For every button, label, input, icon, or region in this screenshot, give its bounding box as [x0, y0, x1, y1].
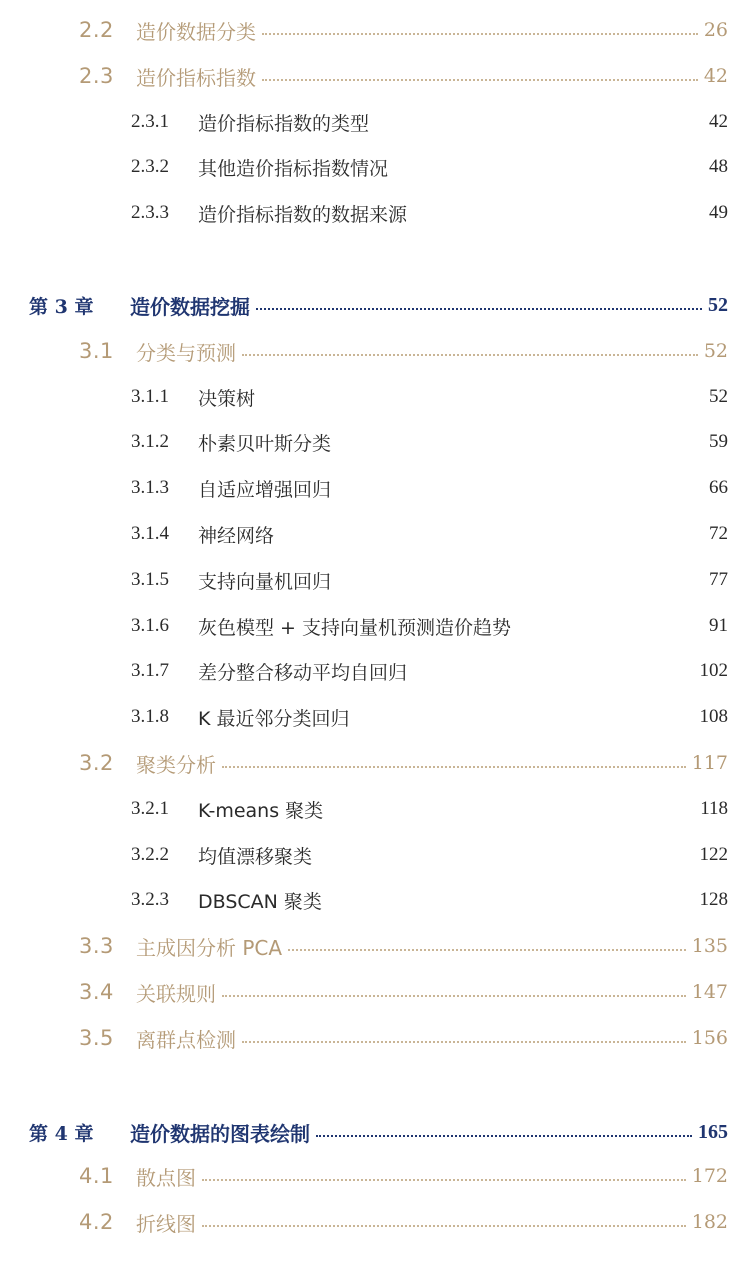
- dot-leader: [262, 33, 698, 35]
- subsection-number: 3.1.6: [131, 615, 169, 636]
- dot-leader: [316, 1135, 692, 1137]
- subsection-number: 3.1.7: [131, 660, 169, 681]
- section-number: 2.2: [79, 18, 114, 42]
- subsection-title: 神经网络: [198, 524, 275, 547]
- subsection-title: 自适应增强回归: [198, 478, 332, 501]
- page-number: 128: [699, 889, 728, 910]
- toc-section-2-2[interactable]: [0, 14, 750, 46]
- page-number: 135: [691, 935, 728, 957]
- chapter-number: 第 4 章: [29, 1122, 94, 1145]
- section-title: 主成因分析 PCA: [136, 935, 283, 960]
- section-number: 2.3: [79, 64, 114, 88]
- page-number: 66: [709, 477, 728, 498]
- toc-subsection-3-1-8[interactable]: [0, 701, 750, 733]
- toc-subsection-2-3-1[interactable]: [0, 106, 750, 138]
- page-number: 91: [709, 615, 728, 636]
- page-number: 156: [691, 1027, 728, 1049]
- page-number: 42: [703, 65, 728, 87]
- subsection-title: 差分整合移动平均自回归: [198, 661, 408, 684]
- subsection-title: 其他造价指标指数情况: [198, 157, 389, 180]
- page-number: 49: [709, 202, 728, 223]
- dot-leader: [242, 1041, 686, 1043]
- subsection-title: 造价指标指数的类型: [198, 112, 370, 135]
- subsection-title: K-means 聚类: [198, 799, 324, 822]
- section-title: 分类与预测: [136, 340, 236, 365]
- subsection-title: 造价指标指数的数据来源: [198, 203, 408, 226]
- subsection-number: 2.3.1: [131, 111, 169, 132]
- chapter-title: 造价数据的图表绘制: [130, 1121, 310, 1146]
- subsection-number: 3.1.3: [131, 477, 169, 498]
- dot-leader: [242, 354, 698, 356]
- toc-section-3-4[interactable]: [0, 976, 750, 1008]
- page-number: 48: [709, 156, 728, 177]
- page-number: 122: [699, 844, 728, 865]
- subsection-number: 3.1.8: [131, 706, 169, 727]
- section-title: 聚类分析: [136, 752, 216, 777]
- subsection-number: 3.2.1: [131, 798, 169, 819]
- section-number: 4.1: [79, 1164, 114, 1188]
- page-number: 52: [709, 386, 728, 407]
- page-number: 165: [698, 1120, 728, 1143]
- chapter-number: 第 3 章: [29, 295, 94, 318]
- toc-subsection-2-3-2[interactable]: [0, 151, 750, 183]
- chapter-title: 造价数据挖掘: [130, 294, 250, 319]
- section-title: 关联规则: [136, 981, 216, 1006]
- page-number: 77: [709, 569, 728, 590]
- dot-leader: [288, 949, 686, 951]
- page-number: 118: [700, 798, 728, 819]
- toc-section-4-2[interactable]: [0, 1206, 750, 1238]
- page-number: 172: [691, 1165, 728, 1187]
- page-number: 108: [699, 706, 728, 727]
- toc-section-3-2[interactable]: [0, 747, 750, 779]
- page-number: 52: [708, 293, 728, 316]
- subsection-title: DBSCAN 聚类: [198, 890, 322, 913]
- page-number: 26: [703, 19, 728, 41]
- page-number: 59: [709, 431, 728, 452]
- page-number: 102: [699, 660, 728, 681]
- section-title: 折线图: [136, 1211, 196, 1236]
- toc-subsection-3-1-2[interactable]: [0, 426, 750, 458]
- toc-subsection-2-3-3[interactable]: [0, 197, 750, 229]
- toc-subsection-3-2-2[interactable]: [0, 839, 750, 871]
- page-number: 117: [691, 752, 728, 774]
- toc-subsection-3-2-3[interactable]: [0, 884, 750, 916]
- section-number: 3.5: [79, 1026, 114, 1050]
- subsection-title: 决策树: [198, 387, 256, 410]
- toc-subsection-3-1-5[interactable]: [0, 564, 750, 596]
- subsection-title: K 最近邻分类回归: [198, 707, 350, 730]
- subsection-title: 灰色模型 + 支持向量机预测造价趋势: [198, 616, 511, 639]
- page-number: 147: [691, 981, 728, 1003]
- subsection-number: 3.2.3: [131, 889, 169, 910]
- subsection-title: 朴素贝叶斯分类: [198, 432, 332, 455]
- toc-section-4-1[interactable]: [0, 1160, 750, 1192]
- dot-leader: [262, 79, 698, 81]
- section-number: 3.2: [79, 751, 114, 775]
- page-number: 72: [709, 523, 728, 544]
- subsection-title: 支持向量机回归: [198, 570, 332, 593]
- toc-section-3-3[interactable]: [0, 930, 750, 962]
- subsection-number: 3.1.2: [131, 431, 169, 452]
- dot-leader: [202, 1179, 686, 1181]
- section-number: 3.3: [79, 934, 114, 958]
- toc-subsection-3-2-1[interactable]: [0, 793, 750, 825]
- dot-leader: [222, 995, 686, 997]
- dot-leader: [202, 1225, 686, 1227]
- toc-section-3-5[interactable]: [0, 1022, 750, 1054]
- toc-subsection-3-1-3[interactable]: [0, 472, 750, 504]
- toc-subsection-3-1-7[interactable]: [0, 655, 750, 687]
- subsection-number: 2.3.2: [131, 156, 169, 177]
- toc-section-3-1[interactable]: [0, 335, 750, 367]
- section-number: 3.4: [79, 980, 114, 1004]
- page-number: 182: [691, 1211, 728, 1233]
- section-title: 离群点检测: [136, 1027, 236, 1052]
- dot-leader: [222, 766, 686, 768]
- toc-subsection-3-1-4[interactable]: [0, 518, 750, 550]
- subsection-number: 3.1.1: [131, 386, 169, 407]
- subsection-number: 3.1.4: [131, 523, 169, 544]
- toc-subsection-3-1-6[interactable]: [0, 610, 750, 642]
- page-number: 42: [709, 111, 728, 132]
- toc-chapter-4[interactable]: [0, 1116, 750, 1148]
- section-title: 造价数据分类: [136, 19, 256, 44]
- toc-section-2-3[interactable]: [0, 60, 750, 92]
- section-title: 造价指标指数: [136, 65, 256, 90]
- toc-subsection-3-1-1[interactable]: [0, 381, 750, 413]
- section-number: 4.2: [79, 1210, 114, 1234]
- toc-chapter-3[interactable]: [0, 289, 750, 321]
- page-number: 52: [703, 340, 728, 362]
- subsection-number: 2.3.3: [131, 202, 169, 223]
- subsection-number: 3.2.2: [131, 844, 169, 865]
- subsection-number: 3.1.5: [131, 569, 169, 590]
- subsection-title: 均值漂移聚类: [198, 845, 313, 868]
- dot-leader: [256, 308, 702, 310]
- section-number: 3.1: [79, 339, 114, 363]
- section-title: 散点图: [136, 1165, 196, 1190]
